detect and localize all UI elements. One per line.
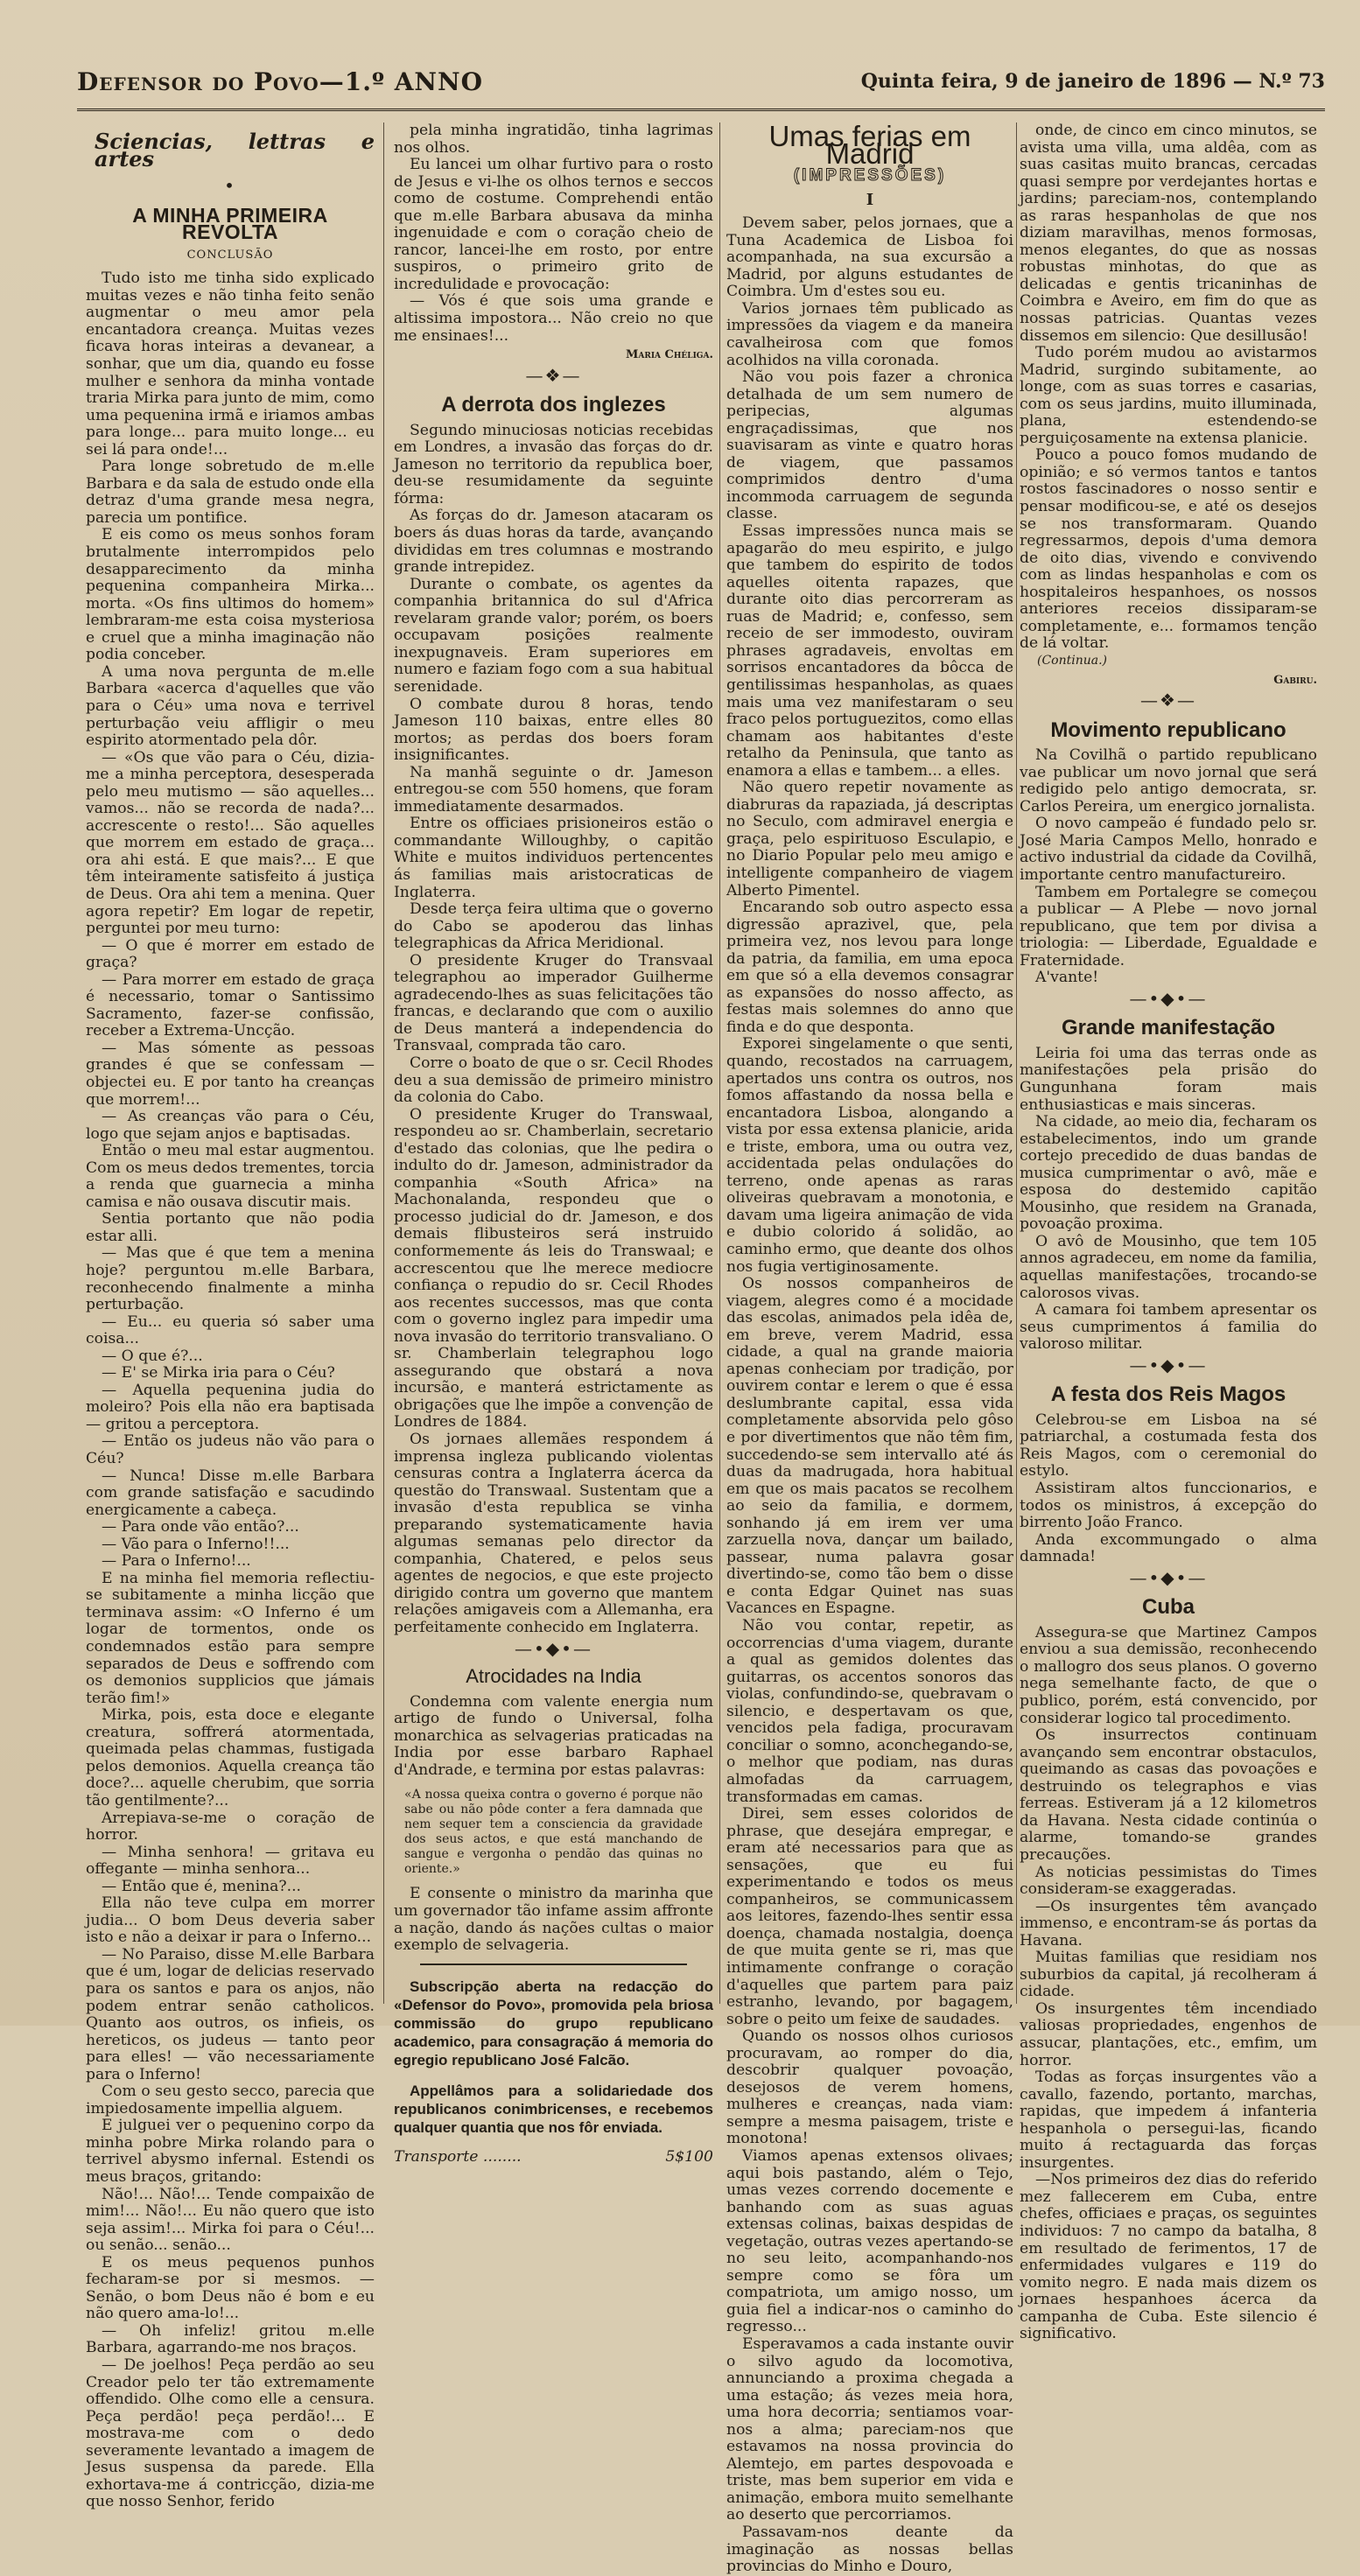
paragraph: Tudo porém mudou ao avistarmos Madrid, surgindo subitamente, ao longe, com as suas torres e casarias, com os seus jardins, muito illuminada, plana, estendendo-se perguiçosamente na extensa planicie. xyxy=(1020,344,1317,447)
paragraph: Não quero repetir novamente as diabruras da rapaziada, já descriptas no Seculo, com admiravel energia e graça, pelo espirituoso Esculapio, e no Diario Popular pelo meu amigo e intelligente companheiro de viagem Alberto Pimentel. xyxy=(726,779,1013,900)
paragraph: — As creanças vão para o Céu, logo que sejam anjos e baptisadas. xyxy=(86,1108,375,1143)
paragraph: As forças do dr. Jameson atacaram os boers ás duas horas da tarde, avançando divididas em tres columnas e mostrando grande intrepidez. xyxy=(394,507,713,577)
paragraph: E na minha fiel memoria reflectiu-se subitamente a minha licção que terminava assim: «O Inferno é um logar de tormentos, onde os condemnados estão para sempre separados de Deus e soffrendo com os demonios supplicios que jámais terão fim!» xyxy=(86,1569,375,1707)
paragraph: — Então os judeus não vão para o Céu? xyxy=(86,1432,375,1468)
paragraph: Encarando sob outro aspecto essa digressão aprazivel, que, pela primeira vez, nos levou para longe da patria, da familia, em uma epoca em que só a ella devemos consagrar as expansões do nosso affecto, as festas mais solemnes do anno que finda e do que desponta. xyxy=(726,899,1013,1036)
paragraph: Celebrou-se em Lisboa na sé patriarchal, a costumada festa dos Reis Magos, com o ceremonial do estylo. xyxy=(1020,1410,1317,1480)
paragraph: A camara foi tambem apresentar os seus cumprimentos á familia do valoroso militar. xyxy=(1020,1301,1317,1354)
article-title: Umas ferias em Madrid xyxy=(768,120,971,170)
paragraph: Para longe sobretudo de m.elle Barbara e da sala de estudo onde ella detraz d'uma grande mesa negra, parecia um pontifice. xyxy=(86,458,375,527)
subscription-appeal: Appellâmos para a solidariedade dos republicanos conimbricenses, e recebemos qualquer quantia que nos fôr enviada. xyxy=(394,2082,713,2136)
paragraph: Passavam-nos deante da imaginação as nossas bellas provincias do Minho e Douro, xyxy=(726,2524,1013,2576)
column-4 xyxy=(1020,122,1317,2343)
paragraph: Quando os nossos olhos curiosos procuravam, ao romper do dia, descobrir qualquer povoação, desejosos de verem homens, mulheres e creanças, nada viam: sempre a mesma paisagem, triste e monotona! xyxy=(726,2027,1013,2148)
paragraph: E eis como os meus sonhos foram brutalmente interrompidos pelo desapparecimento da minha pequenina companheira Mirka... morta. «Os fins ultimos do homem» lembraram-me esta coisa mysteriosa e cruel que a minha imaginação não podia conceber. xyxy=(86,526,375,664)
article-title: Grande manifestação xyxy=(1061,1016,1276,1040)
paragraph: — De joelhos! Peça perdão ao seu Creador pelo ter tão extremamente offendido. Olhe como elle a censura. Peça perdão! peça perdão!... E mostrava-me com o dedo severamente levantado a imagem de Jesus suspensa da parede. Ella exhortava-me á contricção, dizia-me que nosso Senhor, ferido xyxy=(86,2356,375,2511)
issue-date: Quinta feira, 9 de janeiro de 1896 — N.º 73 xyxy=(860,70,1325,93)
paragraph: Mirka, pois, esta doce e elegante creatura, soffrerá atormentada, queimada pelas chammas, fustigada pelos demonios. Aquella creança tão doce?... aquelle cherubim, que sorria tão gentilmente?... xyxy=(86,1706,375,1810)
paragraph: As noticias pessimistas do Times consideram-se exaggeradas. xyxy=(1020,1863,1317,1899)
article-body xyxy=(394,1694,713,1780)
article-body xyxy=(726,215,1013,2575)
article-title: Atrocidades na India xyxy=(466,1665,641,1688)
divider xyxy=(420,1964,687,1965)
paragraph: Direi, sem esses coloridos de phrase, que desejára empregar, e eram até necessarios para que as sensações, que eu fui experimentando e todos os meus companheiros, se communicassem aos leitores, fazendo-lhes sentir essa doença, chamada nostalgia, doença de que muita gente se ri, mas que intimamente confrange o coração d'aquelles que partem para paiz estranho, levando, por bagagem, sobre o peito um feixe de saudades. xyxy=(726,1805,1013,2028)
paragraph: Tudo isto me tinha sido explicado muitas vezes e não tinha feito senão augmentar o meu amor pela encantadora creança. Muitas vezes ficava horas inteiras a devanear, a sonhar, que um dia, quando eu fosse mulher e senhora da minha vontade traria Mirka para junto de mim, como uma pequenina irmã e iriamos ambas para longe... para muito longe... eu sei lá para onde!... xyxy=(86,270,375,458)
paragraph: Devem saber, pelos jornaes, que a Tuna Academica de Lisboa foi acompanhada, na sua excursão a Madrid, por alguns estudantes de Coimbra. Um d'estes sou eu. xyxy=(726,214,1013,301)
paragraph: Ella não teve culpa em morrer judia... O bom Deus deveria saber isto e não a deixar ir para o Inferno... xyxy=(86,1894,375,1947)
column-2 xyxy=(394,122,713,2166)
paragraph: Esperavamos a cada instante ouvir o silvo agudo da locomotiva, annunciando a proxima chegada a uma estação; ás vezes meia hora, uma hora decorria; sentiamos voar-nos a alma; pareciam-nos que estavamos na nossa provincia do Alemtejo, em partes despovoada e triste, mas bem superior em vida e animação, embora muito semelhante ao deserto que percorriamos. xyxy=(726,2335,1013,2524)
article-body xyxy=(1020,1046,1317,1354)
paragraph: pela minha ingratidão, tinha lagrimas nos olhos. xyxy=(394,122,713,157)
paragraph: Todas as forças insurgentes vão a cavallo, fazendo, portanto, marchas, rapidas, que impedem á infanteria hespanhola o persegui-las, ficando muito á rectaguarda das forças insurgentes. xyxy=(1020,2068,1317,2172)
paragraph: — E' se Mirka iria para o Céu? xyxy=(102,1364,335,1382)
paragraph: — «Os que vão para o Céu, dizia-me a minha perceptora, desesperada pelo meu mutismo — são aquelles... vamos... não se recorda de nada?... accrescente o resto!... São aquelles que morrem em estado de graça... ora ahi está. E que mais?... E que têm inteiramente satisfeito á justiça de Deus. Ora ahi tem a menina. Quer agora repetir? Em logar de repetir, perguntei por meu turno: xyxy=(86,748,375,938)
ornament: —•◆•— xyxy=(515,1637,592,1659)
article-title: Movimento republicano xyxy=(1050,718,1286,742)
article-body xyxy=(1020,122,1317,653)
ornament: —❖— xyxy=(1140,690,1196,711)
paragraph: O avô de Mousinho, que tem 105 annos agradeceu, em nome da familia, aquellas manifestações, trocando-se calorosos vivas. xyxy=(1020,1232,1317,1302)
paragraph: onde, de cinco em cinco minutos, se avista uma villa, uma aldêa, com as suas casitas muito brancas, cercadas quasi sempre por verdejantes hortas e jardins; pareciam-nos, contemplando as raras hespanholas de que nos diziam maravilhas, menos formosas, menos elegantes, do que as nossas robustas minhotas, do que as delicadas e gentis tricaninhas de Coimbra e Aveiro, em fim do que as nossas patricias. Quantas vezes dissemos em silencio: Que desillusão! xyxy=(1020,122,1317,345)
paragraph: — Para morrer em estado de graça é necessario, tomar o Santissimo Sacramento, fazer-se confissão, receber a Extrema-Uncção. xyxy=(86,970,375,1040)
subscription-notice: Subscripção aberta na redacção do «Defensor do Povo», promovida pela briosa commissão do grupo republicano academico, para consagração á memoria do egregio republicano José Falcão. xyxy=(394,1978,713,2068)
signature: Gabiru. xyxy=(1273,673,1317,687)
column-rule xyxy=(1016,122,1017,2004)
paragraph: O combate durou 8 horas, tendo Jameson 110 baixas, entre elles 80 mortos; as perdas dos boers foram insignificantes. xyxy=(394,695,713,765)
paragraph: O novo campeão é fundado pelo sr. José Maria Campos Mello, honrado e activo industrial da cidade da Covilhã, importante centro manufactureiro. xyxy=(1020,815,1317,884)
ornament: —•◆•— xyxy=(1129,1354,1208,1376)
paragraph: —Os insurgentes têm avançado immenso, e encontram-se ás portas da Havana. xyxy=(1020,1897,1317,1950)
ornament: —❖— xyxy=(525,364,582,386)
paragraph: Durante o combate, os agentes da companhia britannica do sul d'Africa revelaram grande valor; porém, os boers occupavam posições realmente inexpugnaveis. Eram superiores em numero e faziam fogo com a sua habitual serenidade. xyxy=(394,575,713,696)
paragraph: — No Paraiso, disse M.elle Barbara que é um, logar de delicias reservado para os santos e para os anjos, não podem entrar senão catholicos. Quanto aos outros, os infieis, os hereticos, os judeus — tanto peor para elles! — vão necessariamente para o Inferno! xyxy=(86,1945,375,2083)
paragraph: Essas impressões nunca mais se apagarão do meu espirito, e julgo que tambem do espirito de todos aquelles oitenta rapazes, que durante oito dias percorreram as ruas de Madrid; e, confesso, sem receio de ser immodesto, ouviram phrases agradaveis, envoltas em sorrisos encantadores da bôcca de gentilissimas hespanholas, as quaes mais uma vez manifestaram o seu fraco pelos portuguezitos, como ellas chamam aos habitantes d'este retalho da Peninsula, que tanto as enamora a ellas e tambem... a elles. xyxy=(726,522,1013,780)
paragraph: Corre o boato de que o sr. Cecil Rhodes deu a sua demissão de primeiro ministro da colonia do Cabo. xyxy=(394,1054,713,1107)
paragraph: — Mas sómente as pessoas grandes é que se confessam — objectei eu. E por tanto ha creanças que morrem!... xyxy=(86,1039,375,1109)
paragraph: Na manhã seguinte o dr. Jameson entregou-se com 550 homens, que foram immediatamente desarmados. xyxy=(394,763,713,816)
paragraph: Viamos apenas extensos olivaes; aqui bois pastando, além o Tejo, umas vezes correndo docemente e banhando com as suas aguas extensas colinas, baixas despidas de vegetação, outras vezes apertando-se no seu leito, acompanhando-nos sempre como se fôra um compatriota, um amigo nosso, um guia fiel a indicar-nos o caminho do regresso... xyxy=(726,2146,1013,2336)
ornament: —•◆•— xyxy=(1129,1566,1208,1588)
paragraph: — Vós é que sois uma grande e altissima impostora... Não creio no que me ensinaes!... xyxy=(394,292,713,345)
paragraph: Anda excommungado o alma damnada! xyxy=(1020,1530,1317,1566)
masthead xyxy=(77,54,1325,111)
ornament: —•◆•— xyxy=(1129,987,1208,1009)
paragraph: Sentia portanto que não podia estar alli. xyxy=(86,1210,375,1245)
article-title: A MINHA PRIMEIRA REVOLTA xyxy=(132,203,328,244)
paragraph: — Para onde vão então?... xyxy=(102,1518,299,1536)
article-body xyxy=(394,423,713,1637)
column-3 xyxy=(726,120,1013,2576)
paragraph: Varios jornaes têm publicado as impressões da viagem e da maneira cavalheirosa com que fomos acolhidos na villa coronada. xyxy=(726,299,1013,369)
article-body xyxy=(394,122,713,345)
article-body xyxy=(1020,1412,1317,1566)
paragraph: Os nossos companheiros de viagem, alegres como é a mocidade das escolas, animados pela idêa de, em breve, verem Madrid, essa cidade, a qual na grande maioria apenas conheciam por tradição, por ouvirem contar e lerem o que é essa deslumbrante capital, essa vida completamente absorvida pelo gôso e por divertimentos que não têm fim, succedendo-se sem intervallo até ás duas da madrugada, hora habitual em que os mais pacatos se recolhem ao seio da familia, e dormem, sonhando já em irem ver uma zarzuella nova, dançar um bailado, passear, numa palavra gosar divertindo-se, como tão bem o disse e conta Edgar Quinet nas suas Vacances en Espagne. xyxy=(726,1275,1013,1618)
article-body xyxy=(394,1886,713,1954)
paragraph: — Para o Inferno!... xyxy=(102,1552,251,1571)
paragraph: — Eu... eu queria só saber uma coisa... xyxy=(86,1312,375,1348)
column-rule xyxy=(719,122,720,2004)
paragraph: Os jornaes allemães respondem á imprensa ingleza publicando violentas censuras contra a Inglaterra ácerca da questão do Transwaal. Sustentam que a invasão d'esta republica se vinha preparando systematicamente havia algumas semanas pelo director da companhia, Chatered, e pelos seus agentes de negocios, e que este projecto dirigido contra um governo que mantem relações amigaveis com a Allemanha, era perfeitamente conhecido em Inglaterra. xyxy=(394,1431,713,1637)
paragraph: Não!... Não!... Tende compaixão de mim!... Não!... Eu não quero que isto seja assim!... Mirka foi para o Céu!... ou senão... senão... xyxy=(86,2185,375,2255)
paragraph: — Oh infeliz! gritou m.elle Barbara, agarrando-me nos braços. xyxy=(86,2321,375,2357)
paragraph: Os insurgentes têm incendiado valiosas propriedades, engenhos de assucar, plantações, etc., emfim, um horror. xyxy=(1020,1999,1317,2069)
paragraph: O presidente Kruger do Transvaal telegraphou ao imperador Guilherme agradecendo-lhes as suas felicitações tão francas, e declarando que com o auxilio de Deus manterá a independencia do Transvaal, comprada tão caro. xyxy=(394,951,713,1055)
chapter-numeral: I xyxy=(866,190,874,209)
paragraph: E os meus pequenos punhos fecharam-se por si mesmos. — Senão, o bom Deus não é bom e eu não quero ama-lo!... xyxy=(86,2253,375,2323)
paragraph: E consente o ministro da marinha que um governador tão infame assim affronte a nação, dando ás nações cultas o maior exemplo de selvageria. xyxy=(394,1885,713,1955)
transporte-value: 5$100 xyxy=(665,2147,713,2166)
paragraph: Desde terça feira ultima que o governo do Cabo se apoderou das linhas telegraphicas da Africa Meridional. xyxy=(394,900,713,953)
article-title: A derrota dos inglezes xyxy=(441,393,666,417)
column-rule xyxy=(383,122,384,2004)
paragraph: Condemna com valente energia num artigo de fundo o Universal, folha monarchica as selvagerias praticadas na India por esse barbaro Raphael d'Andrade, e termina por estas palavras: xyxy=(394,1692,713,1779)
paragraph: Arrepiava-se-me o coração de horror. xyxy=(86,1809,375,1844)
paragraph: Eu lancei um olhar furtivo para o rosto de Jesus e vi-lhe os olhos ternos e seccos como de costume. Comprehendi então que m.elle Barbara abusava da minha ingenuidade e com o coração cheio de rancor, lancei-lhe em rosto, por entre suspiros, o primeiro grito de incredulidade e provocação: xyxy=(394,156,713,293)
paragraph: A'vante! xyxy=(1035,969,1099,987)
paragraph: Assistiram altos funccionarios, e todos os ministros, á excepção do birrento João Franco. xyxy=(1020,1480,1317,1532)
paragraph: — Nunca! Disse m.elle Barbara com grande satisfação e sacudindo energicamente a cabeça. xyxy=(86,1466,375,1519)
article-body xyxy=(1020,747,1317,987)
article-title: Cuba xyxy=(1142,1595,1195,1620)
signature: Maria Chéliga. xyxy=(625,348,713,362)
paragraph: — Aquella pequenina judia do moleiro? Pois ella não era baptisada — gritou a perceptora. xyxy=(86,1381,375,1433)
paragraph: Na cidade, ao meio dia, fecharam os estabelecimentos, indo um grande cortejo precedido de duas bandas de musica cumprimentar o avô, mãe e esposa do destemido capitão Mousinho, que residem na Granada, povoação proxima. xyxy=(1020,1113,1317,1234)
paragraph: Os insurrectos continuam avançando sem encontrar obstaculos, queimando as casas das povoações e destruindo os telegraphos e vias ferreas. Estiveram já a 12 kilometros da Havana. Nesta cidade continúa o alarme, tomando-se grandes precauções. xyxy=(1020,1726,1317,1864)
article-subtitle: (IMPRESSÕES) xyxy=(793,166,947,186)
paragraph: A uma nova pergunta de m.elle Barbara «acerca d'aquelles que vão para o Céu» uma nova e terrivel perturbação veiu affligir o meu espirito atormentado pela dôr. xyxy=(86,662,375,750)
transporte-line xyxy=(394,2149,713,2166)
paragraph: E julguei ver o pequenino corpo da minha pobre Mirka rolando para o terrivel abysmo infernal. Estendi os meus braços, gritando: xyxy=(86,2117,375,2186)
paragraph: — Então que é, menina?... xyxy=(102,1877,301,1895)
paragraph: Leiria foi uma das terras onde as manifestações pela prisão do Gungunhana foram mais enthusiasticas e mais sinceras. xyxy=(1020,1044,1317,1114)
article-title: A festa dos Reis Magos xyxy=(1050,1382,1286,1407)
paragraph: — Mas que é que tem a menina hoje? perguntou m.elle Barbara, reconhecendo finalmente a minha perturbação. xyxy=(86,1244,375,1314)
quotation: «A nossa queixa contra o governo é porque não sabe ou não pôde conter a fera damnada que nem sequer tem a consciencia da gravidade dos seus actos, e que está manchando de sangue e vergonha o pendão das quinas no oriente.» xyxy=(404,1788,703,1877)
paragraph: Muitas familias que residiam nos suburbios da capital, já recolheram á cidade. xyxy=(1020,1949,1317,2001)
paragraph: O presidente Kruger do Transwaal, respondeu ao sr. Chamberlain, secretario d'estado das colonias, que lhe pedira o indulto do dr. Jameson, administrador da companhia «South Africa» na Machonalanda, respondeu que o processo judicial do dr. Jameson, e dos demais flibusteiros será instruido conformemente ás leis do Transwaal; e accrescentou que lhe merece mediocre confiança o repudio do sr. Cecil Rhodes aos recentes successos, mas que conta com o governo inglez para impedir uma nova invasão do territorio transvaliano. O sr. Chamberlain telegraphou logo assegurando que obstará a nova incursão, e manterá estrictamente as obrigações que lhe impõe a convenção de Londres de 1884. xyxy=(394,1105,713,1432)
paragraph: Então o meu mal estar augmentou. Com os meus dedos trementes, torcia a renda que guarnecia a minha camisa e não ousava discutir mais. xyxy=(86,1142,375,1211)
article-body xyxy=(1020,1625,1317,2343)
paragraph: — O que é?... xyxy=(102,1347,203,1365)
paragraph: Pouco a pouco fomos mudando de opinião; e só vermos tantos e tantos rostos fascinadores o nosso sentir e pensar modificou-se, e até os desejos se nos transformaram. Quando regressarmos, depois d'uma demora de oito dias, vivendo e convivendo com as lindas hespanholas e com os hospitaleiros hespanhoes, os nossos anteriores receios dissiparam-se completamente, e... formamos tenção de lá voltar. xyxy=(1020,446,1317,653)
paragraph: — Vão para o Inferno!!... xyxy=(102,1535,290,1553)
column-1 xyxy=(86,122,375,2511)
paragraph: — Minha senhora! — gritava eu offegante — minha senhora... xyxy=(86,1843,375,1879)
section-title: Sciencias, lettras e artes xyxy=(95,129,375,172)
article-subtitle: CONCLUSÃO xyxy=(186,248,274,262)
paragraph: Entre os officiaes prisioneiros estão o commandante Willoughby, o capitão White e muitos individuos pertencentes ás familias mais aristocraticas de Inglaterra. xyxy=(394,815,713,901)
paragraph: Segundo minuciosas noticias recebidas em Londres, a invasão das forças do dr. Jameson no territorio da republica boer, deu-se resumidamente da seguinte fórma: xyxy=(394,421,713,508)
paragraph: Assegura-se que Martinez Campos enviou a sua demissão, reconhecendo o mallogro dos seus planos. O governo nega semelhante facto, de que o publico, porém, está convencido, por considerar logico tal procedimento. xyxy=(1020,1623,1317,1727)
paragraph: Exporei singelamente o que senti, quando, recostados na carruagem, apertados uns contra os outros, nos fomos affastando da nossa bella e encantadora Lisboa, alongando a vista por essa extensa planicie, arida e triste, embora, uma ou outra vez, accidentada pelas ondulações do terreno, onde apenas as raras oliveiras quebravam a monotonia, e davam uma ligeira animação de vida e dubio colorido á solidão, ao caminho ermo, que deante dos olhos nos fugia vertiginosamente. xyxy=(726,1035,1013,1276)
paragraph: Não vou contar, repetir, as occorrencias d'uma viagem, durante a qual as gemidos dolentes das guitarras, os accentos sonoros das violas, confundindo-se, quebravam o silencio, e despertavam os que, vencidos pela fadiga, procuravam conciliar o somno, aconchegando-se, o melhor que podiam, nas duras almofadas da carruagem, transformadas em camas. xyxy=(726,1617,1013,1806)
paragraph: — O que é morrer em estado de graça? xyxy=(86,936,375,972)
paragraph: Com o seu gesto secco, parecia que impiedosamente impellia alguem. xyxy=(86,2082,375,2118)
paragraph: Na Covilhã o partido republicano vae publicar um novo jornal que será redigido pelo antigo democrata, sr. Carlos Pereira, um energico jornalista. xyxy=(1020,746,1317,816)
paragraph: Não vou pois fazer a chronica detalhada de um sem numero de peripecias, algumas engraçadissimas, que nos suavisaram as vinte e quatro horas de viagem, que passamos comprimidos dentro d'uma incommoda carruagem de segunda classe. xyxy=(726,368,1013,523)
paragraph: —Nos primeiros dez dias do referido mez fallecerem em Cuba, entre chefes, officiaes e praças, os seguintes individuos: 7 no campo da batalha, 8 em resultado de ferimentos, 17 de enfermidades vulgares e 119 do vomito negro. E nada mais dizem os jornaes hespanhoes ácerca da campanha de Cuba. Este silencio é significativo. xyxy=(1020,2171,1317,2343)
paragraph: Tambem em Portalegre se começou a publicar — A Plebe — novo jornal republicano, que tem por divisa a triologia: — Liberdade, Egualdade e Fraternidade. xyxy=(1020,883,1317,970)
newspaper-name: Defensor do Povo—1.º ANNO xyxy=(77,66,483,96)
ornament: • xyxy=(224,175,236,197)
transporte-label: Transporte ........ xyxy=(394,2147,522,2166)
article-body xyxy=(86,270,375,2511)
continued-note: (Continua.) xyxy=(1037,653,1108,668)
